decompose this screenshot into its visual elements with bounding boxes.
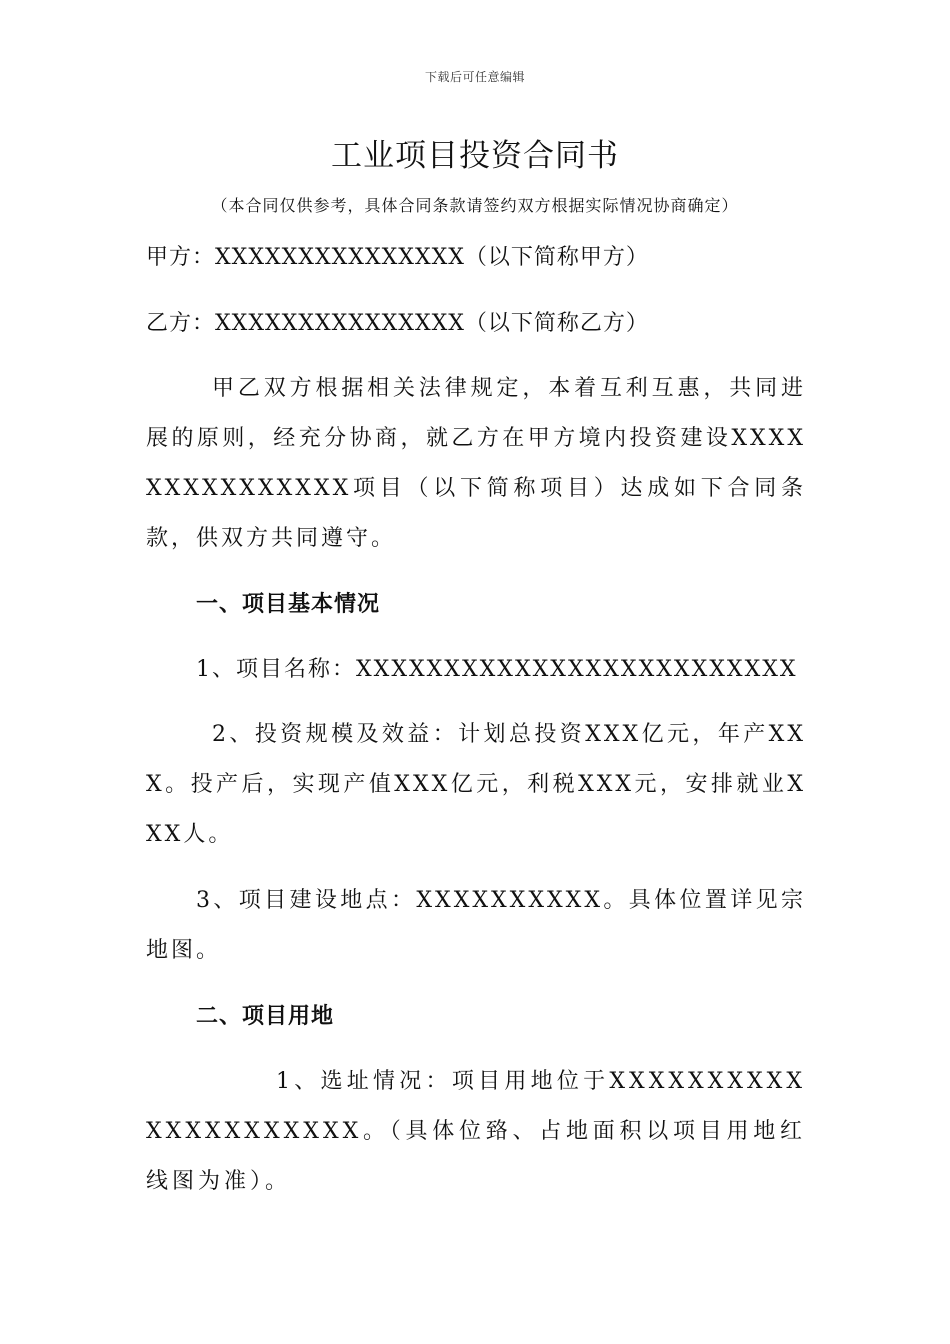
- document-title: 工业项目投资合同书: [331, 138, 619, 174]
- section-2-item-1: 1、选址情况：项目用地位于XXXXXXXXXXXXXXXXXXXXX。（具体位臵、占地面积以项目用地红线图为准）。: [146, 1069, 806, 1194]
- section-1-heading: 一、项目基本情况: [196, 592, 381, 617]
- document-subtitle: （本合同仅供参考，具体合同条款请签约双方根据实际情况协商确定）: [211, 196, 739, 215]
- section-1-item-1: 1、项目名称：XXXXXXXXXXXXXXXXXXXXXXXXX: [196, 657, 798, 682]
- intro-paragraph: 甲乙双方根据相关法律规定，本着互利互惠，共同进展的原则，经充分协商，就乙方在甲方境内投资建设XXXXXXXXXXXXXXX项目（以下简称项目）达成如下合同条款，供双方共同遵守。: [146, 376, 806, 551]
- section-2-heading: 二、项目用地: [196, 1004, 335, 1029]
- header-note: 下载后可任意编辑: [424, 70, 525, 84]
- party-a-line: 甲方：XXXXXXXXXXXXXXX（以下简称甲方）: [146, 245, 649, 270]
- section-1-item-3: 3、项目建设地点：XXXXXXXXXX。具体位置详见宗地图。: [146, 888, 806, 963]
- party-b-line: 乙方：XXXXXXXXXXXXXXX（以下简称乙方）: [146, 311, 649, 336]
- section-1-item-2: 2、投资规模及效益：计划总投资XXX亿元，年产XXX。投产后，实现产值XXX亿元，利税XXX元，安排就业XXX人。: [146, 722, 806, 847]
